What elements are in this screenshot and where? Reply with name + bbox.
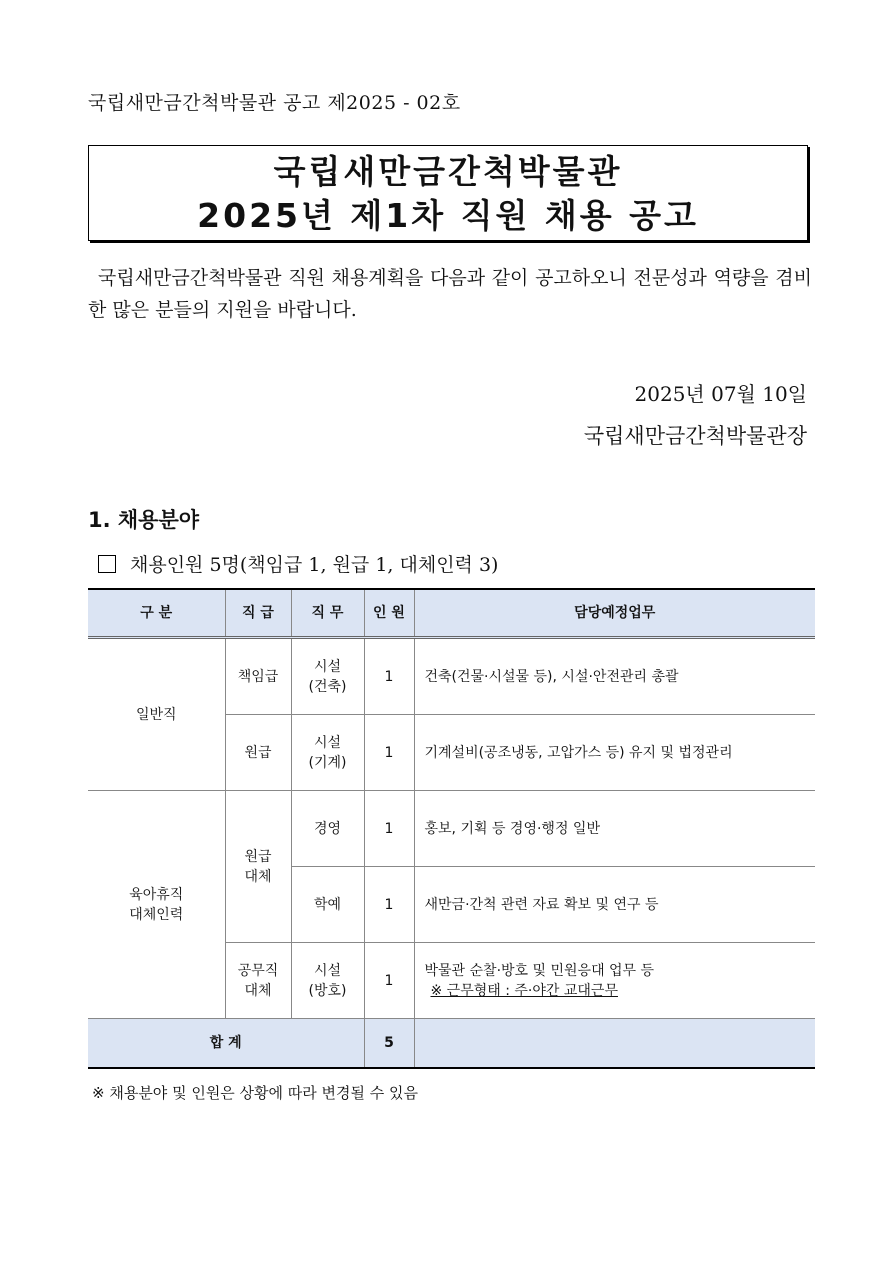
- cell-duty: 새만금·간척 관련 자료 확보 및 연구 등: [414, 867, 815, 943]
- group-general: 일반직: [88, 638, 225, 791]
- quota-line: [98, 550, 498, 577]
- table-row: [88, 638, 815, 715]
- header-duty: 담당예정업무: [414, 589, 815, 638]
- cell-grade: 책임급: [225, 638, 291, 715]
- cell-grade: 원급: [225, 715, 291, 791]
- cell-job: 시설 (방호): [291, 943, 364, 1019]
- cell-count: 1: [364, 943, 414, 1019]
- duty-note: [425, 981, 812, 1001]
- cell-count: 1: [364, 791, 414, 867]
- cell-count: 1: [364, 638, 414, 715]
- table-row: [88, 791, 815, 867]
- total-label: 합 계: [88, 1019, 364, 1069]
- signer: 국립새만금간척박물관장: [583, 424, 807, 448]
- title-box: [88, 145, 808, 241]
- section-title: 1. 채용분야: [88, 508, 200, 532]
- header-count: 인 원: [364, 589, 414, 638]
- total-count: 5: [364, 1019, 414, 1069]
- intro-text: 국립새만금간척박물관 직원 채용계획을 다음과 같이 공고하오니 전문성과 역량을 겸비한 많은 분들의 지원을 바랍니다.: [88, 267, 812, 321]
- header-job: 직 무: [291, 589, 364, 638]
- cell-duty: 홍보, 기획 등 경영·행정 일반: [414, 791, 815, 867]
- table-header-row: [88, 589, 815, 638]
- group-substitute: 육아휴직 대체인력: [88, 791, 225, 1019]
- cell-job: 시설 (건축): [291, 638, 364, 715]
- cell-duty: 건축(건물·시설물 등), 시설·안전관리 총괄: [414, 638, 815, 715]
- group-won-substitute: 원급 대체: [225, 791, 291, 943]
- cell-job: 시설 (기계): [291, 715, 364, 791]
- cell-duty: 기계설비(공조냉동, 고압가스 등) 유지 및 법정관리: [414, 715, 815, 791]
- header-category: 구 분: [88, 589, 225, 638]
- quota-text: 채용인원 5명(책임급 1, 원급 1, 대체인력 3): [130, 554, 499, 576]
- header-grade: 직 급: [225, 589, 291, 638]
- cell-duty: [414, 943, 815, 1019]
- cell-count: 1: [364, 715, 414, 791]
- duty-text: 박물관 순찰·방호 및 민원응대 업무 등: [424, 962, 655, 979]
- group-civil-substitute: 공무직 대체: [225, 943, 291, 1019]
- checkbox-icon: [98, 555, 116, 573]
- table-total-row: [88, 1019, 815, 1069]
- title-line-2: 2025년 제1차 직원 채용 공고: [197, 196, 699, 235]
- announcement-date: 2025년 07월 10일: [634, 382, 807, 406]
- intro-paragraph: [88, 262, 812, 326]
- cell-job: 경영: [291, 791, 364, 867]
- cell-count: 1: [364, 867, 414, 943]
- footnote: ※ 채용분야 및 인원은 상황에 따라 변경될 수 있음: [92, 1084, 419, 1102]
- recruitment-table: [88, 588, 815, 1069]
- cell-job: 학예: [291, 867, 364, 943]
- duty-note-text: ※ 근무형태 : 주·야간 교대근무: [430, 982, 618, 999]
- total-empty: [414, 1019, 815, 1069]
- notice-number: 국립새만금간척박물관 공고 제2025 - 02호: [88, 92, 461, 114]
- title-line-1: 국립새만금간척박물관: [273, 152, 623, 191]
